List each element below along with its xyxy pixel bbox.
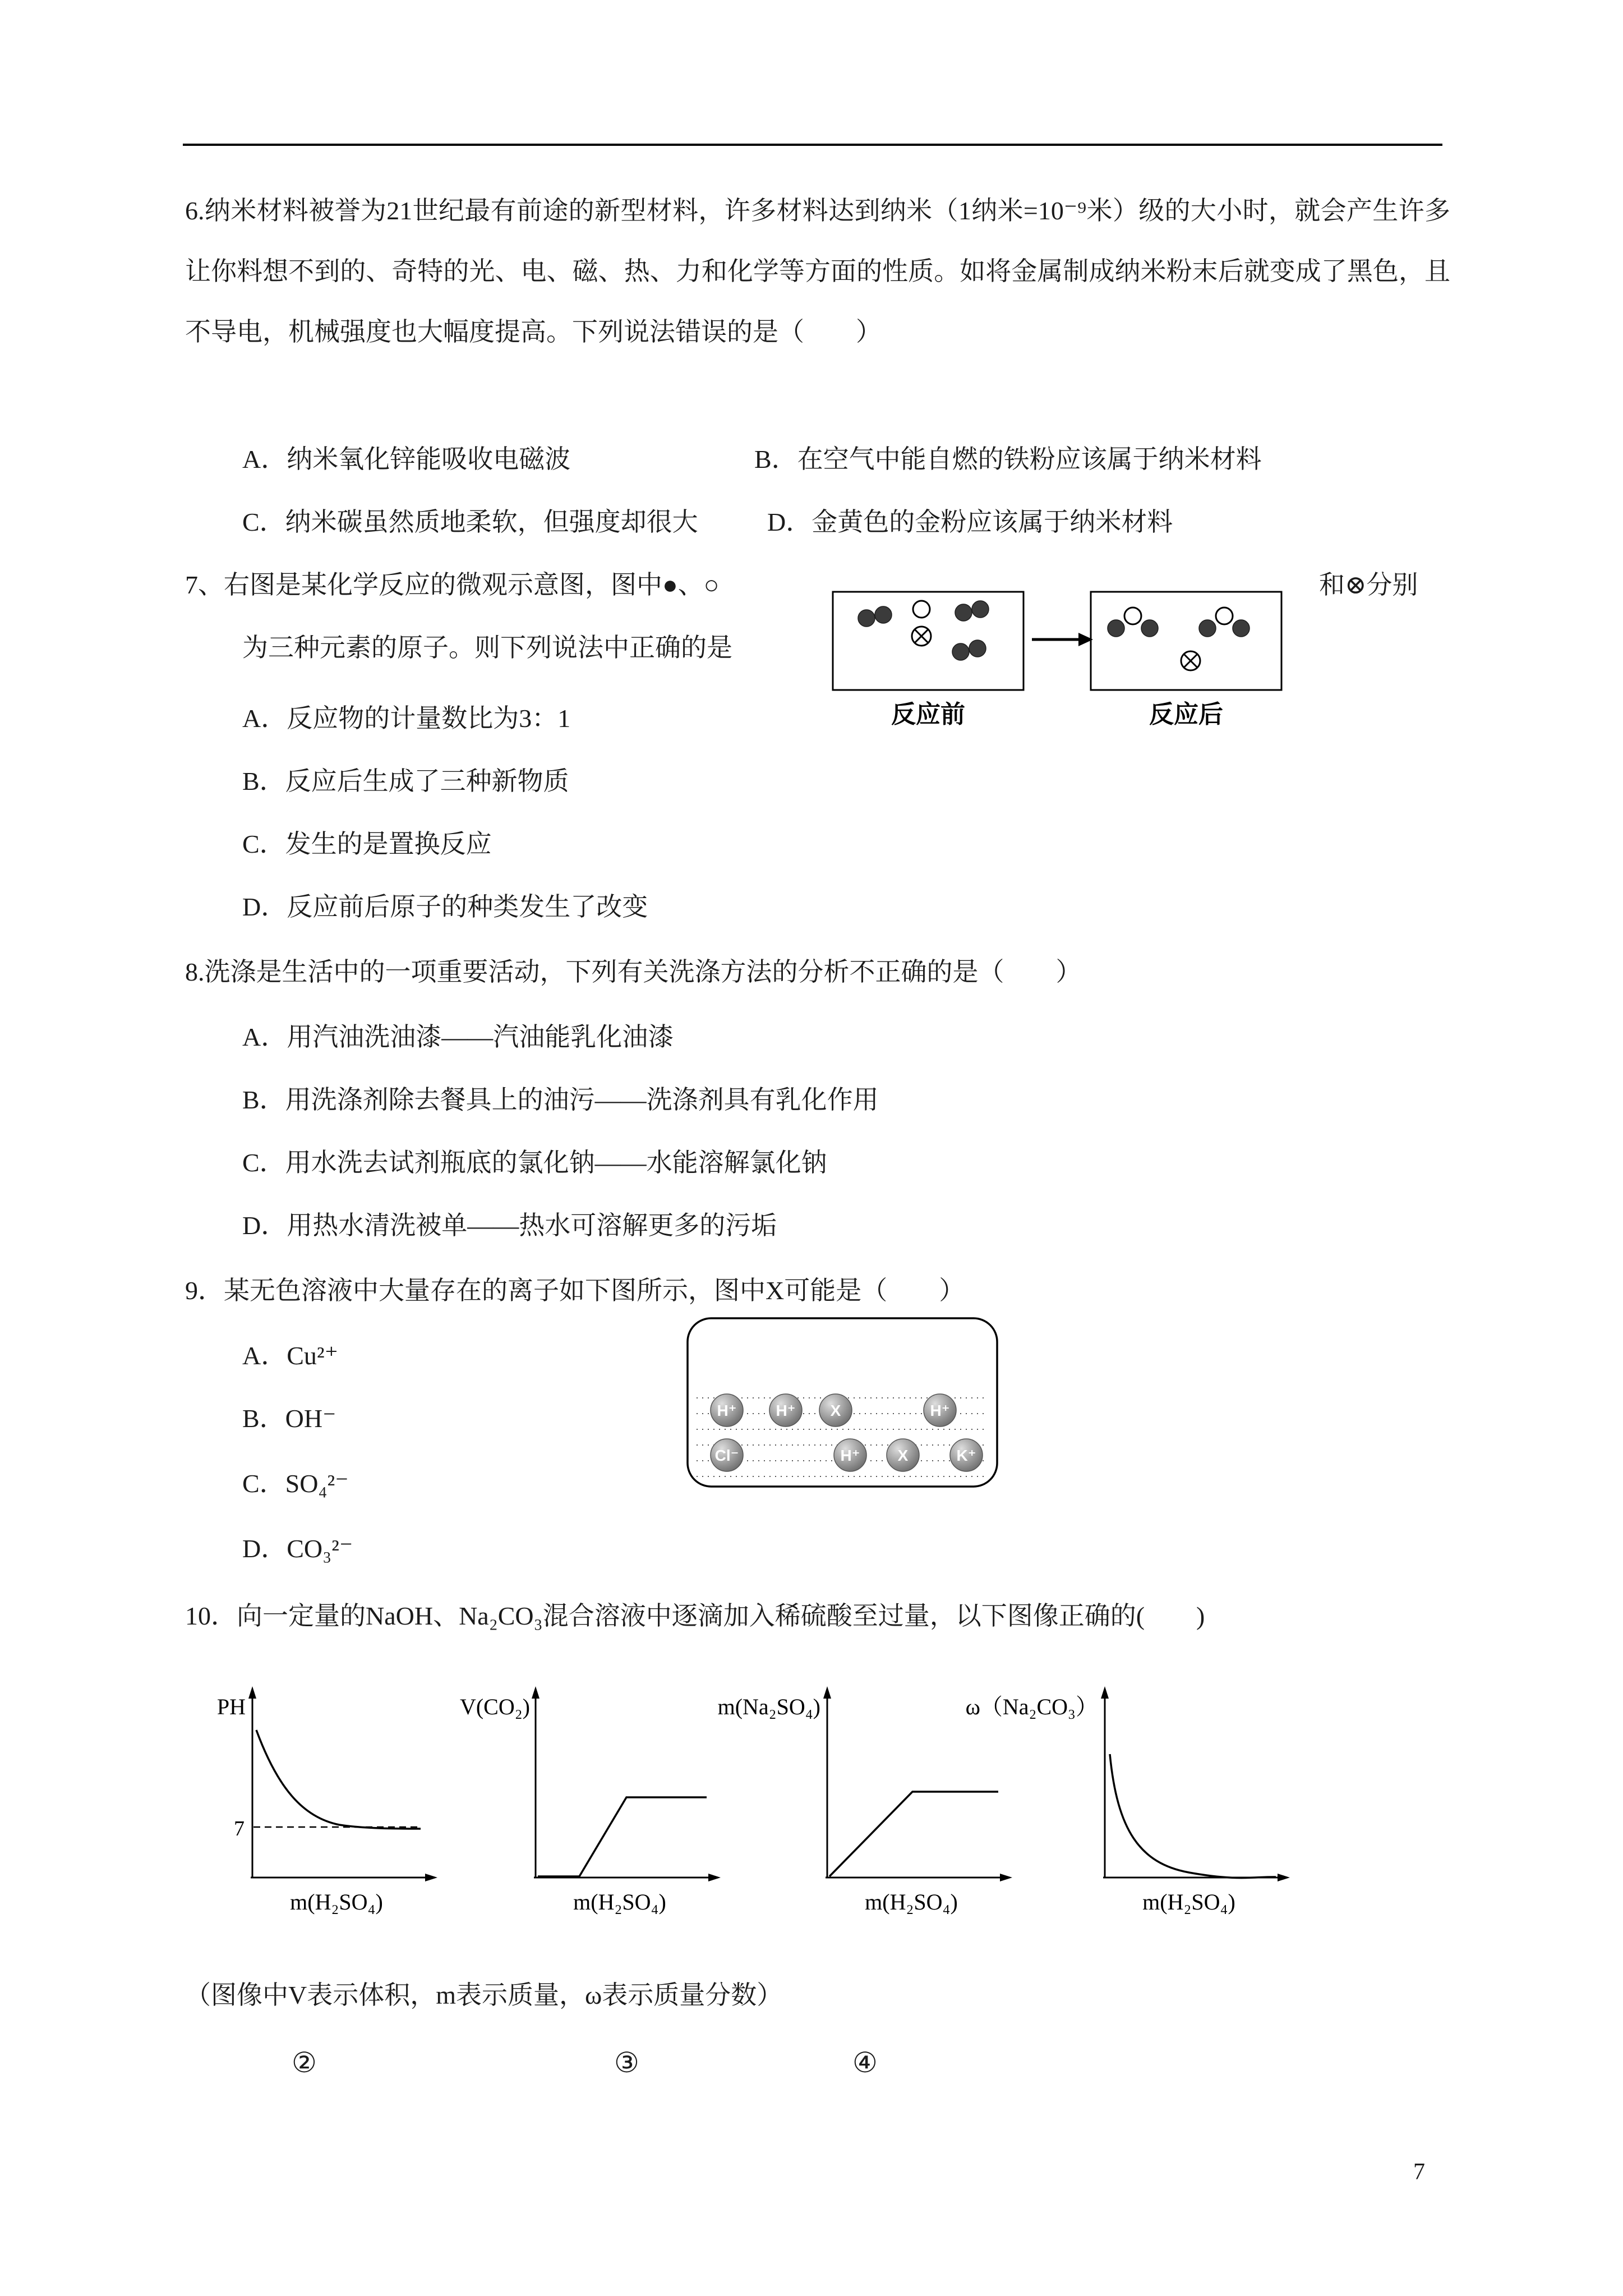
question-6-text: 6.纳米材料被誉为21世纪最有前途的新型材料，许多材料达到纳米（1纳米=10⁻⁹米）级的大小时，就会产生许多让你料想不到的、奇特的光、电、磁、热、力和化学等方面的性质。如将金属制成纳米粉末后就变成了黑色，且不导电，机械强度也大幅度提高。下列说法错误的是（ ） bbox=[185, 196, 1450, 346]
g4-ylabel: ω（Na₂CO₃） bbox=[965, 1694, 1098, 1719]
question-9-text: 9．某无色溶液中大量存在的离子如下图所示，图中X可能是（ ） bbox=[185, 1276, 965, 1305]
g3-ylabel: m(Na₂SO₄) bbox=[717, 1694, 820, 1719]
marker-3: ③ bbox=[614, 2047, 639, 2078]
q6-option-d: D．金黄色的金粉应该属于纳米材料 bbox=[767, 508, 1173, 536]
after-label: 反应后 bbox=[1149, 701, 1223, 728]
g1-xlabel: m(H₂SO₄) bbox=[290, 1889, 383, 1915]
graph-ph-vs-h2so4 bbox=[140, 1678, 443, 1920]
g1-curve bbox=[256, 1730, 421, 1829]
q7-option-c: C．发生的是置换反应 bbox=[242, 830, 492, 858]
y-axis-arrow bbox=[248, 1686, 256, 1699]
q9-option-c: C．SO₄²⁻ bbox=[242, 1469, 349, 1498]
g2-xlabel: m(H₂SO₄) bbox=[573, 1889, 666, 1915]
marker-4: ④ bbox=[852, 2047, 878, 2078]
q6-option-a: A．纳米氧化锌能吸收电磁波 bbox=[242, 445, 571, 473]
y-axis-arrow bbox=[532, 1686, 540, 1699]
q7-option-d: D．反应前后原子的种类发生了改变 bbox=[242, 892, 648, 921]
q8-option-d: D．用热水清洗被单——热水可溶解更多的污垢 bbox=[242, 1211, 777, 1240]
g4-xlabel: m(H₂SO₄) bbox=[1142, 1889, 1235, 1915]
header-rule bbox=[183, 144, 1442, 146]
q6-option-b: B．在空气中能自燃的铁粉应该属于纳米材料 bbox=[754, 445, 1262, 473]
q9-option-b: B．OH⁻ bbox=[242, 1404, 336, 1433]
ion-k: K⁺ bbox=[956, 1447, 976, 1464]
graph-note: （图像中V表示体积，m表示质量，ω表示质量分数） bbox=[185, 1981, 783, 2009]
question-7-text-line1: 7、右图是某化学反应的微观示意图，图中●、○ bbox=[185, 570, 720, 599]
ion-h2: H⁺ bbox=[776, 1402, 796, 1419]
x-axis-arrow bbox=[1278, 1874, 1290, 1881]
page-number: 7 bbox=[1413, 2159, 1425, 2185]
reaction-micro-diagram bbox=[827, 583, 1321, 735]
q7-option-b: B．反应后生成了三种新物质 bbox=[242, 767, 569, 795]
question-7-text-line1-right: 和⊗分别 bbox=[1319, 570, 1418, 599]
marker-2: ② bbox=[292, 2047, 317, 2078]
question-8-text: 8.洗涤是生活中的一项重要活动，下列有关洗涤方法的分析不正确的是（ ） bbox=[185, 958, 1082, 986]
ion-x2: X bbox=[897, 1447, 909, 1464]
q6-option-c: C．纳米碳虽然质地柔软，但强度却很大 bbox=[242, 508, 698, 536]
q8-option-c: C．用水洗去试剂瓶底的氯化钠——水能溶解氯化钠 bbox=[242, 1148, 827, 1177]
ion-x1: X bbox=[830, 1402, 841, 1419]
solution-ion-diagram bbox=[683, 1314, 1006, 1499]
q8-option-b: B．用洗涤剂除去餐具上的油污——洗涤剂具有乳化作用 bbox=[242, 1085, 879, 1114]
graph-wna2co3-vs-h2so4 bbox=[937, 1678, 1295, 1920]
g4-curve bbox=[1110, 1754, 1276, 1878]
y-axis-arrow bbox=[823, 1686, 831, 1699]
g1-ref-7: 7 bbox=[234, 1817, 245, 1841]
q9-option-d: D．CO₃²⁻ bbox=[242, 1534, 353, 1563]
ion-h4: H⁺ bbox=[840, 1447, 860, 1464]
after-box bbox=[1091, 592, 1281, 690]
q9-option-a: A．Cu²⁺ bbox=[242, 1341, 338, 1370]
q8-option-a: A．用汽油洗油漆——汽油能乳化油漆 bbox=[242, 1023, 674, 1051]
question-7-text-line2: 为三种元素的原子。则下列说法中正确的是 bbox=[242, 633, 732, 662]
ion-h3: H⁺ bbox=[930, 1402, 950, 1419]
g3-xlabel: m(H₂SO₄) bbox=[865, 1889, 958, 1915]
question-10-text: 10．向一定量的NaOH、Na₂CO₃混合溶液中逐滴加入稀硫酸至过量，以下图像正确的( ) bbox=[185, 1602, 1205, 1630]
before-label: 反应前 bbox=[891, 701, 965, 728]
g1-ylabel: PH bbox=[216, 1694, 246, 1719]
ion-cl: Cl⁻ bbox=[714, 1447, 739, 1464]
ion-h1: H⁺ bbox=[717, 1402, 737, 1419]
g2-ylabel: V(CO₂) bbox=[459, 1694, 530, 1719]
y-axis-arrow bbox=[1101, 1686, 1109, 1699]
q7-option-a: A．反应物的计量数比为3：1 bbox=[242, 704, 571, 733]
